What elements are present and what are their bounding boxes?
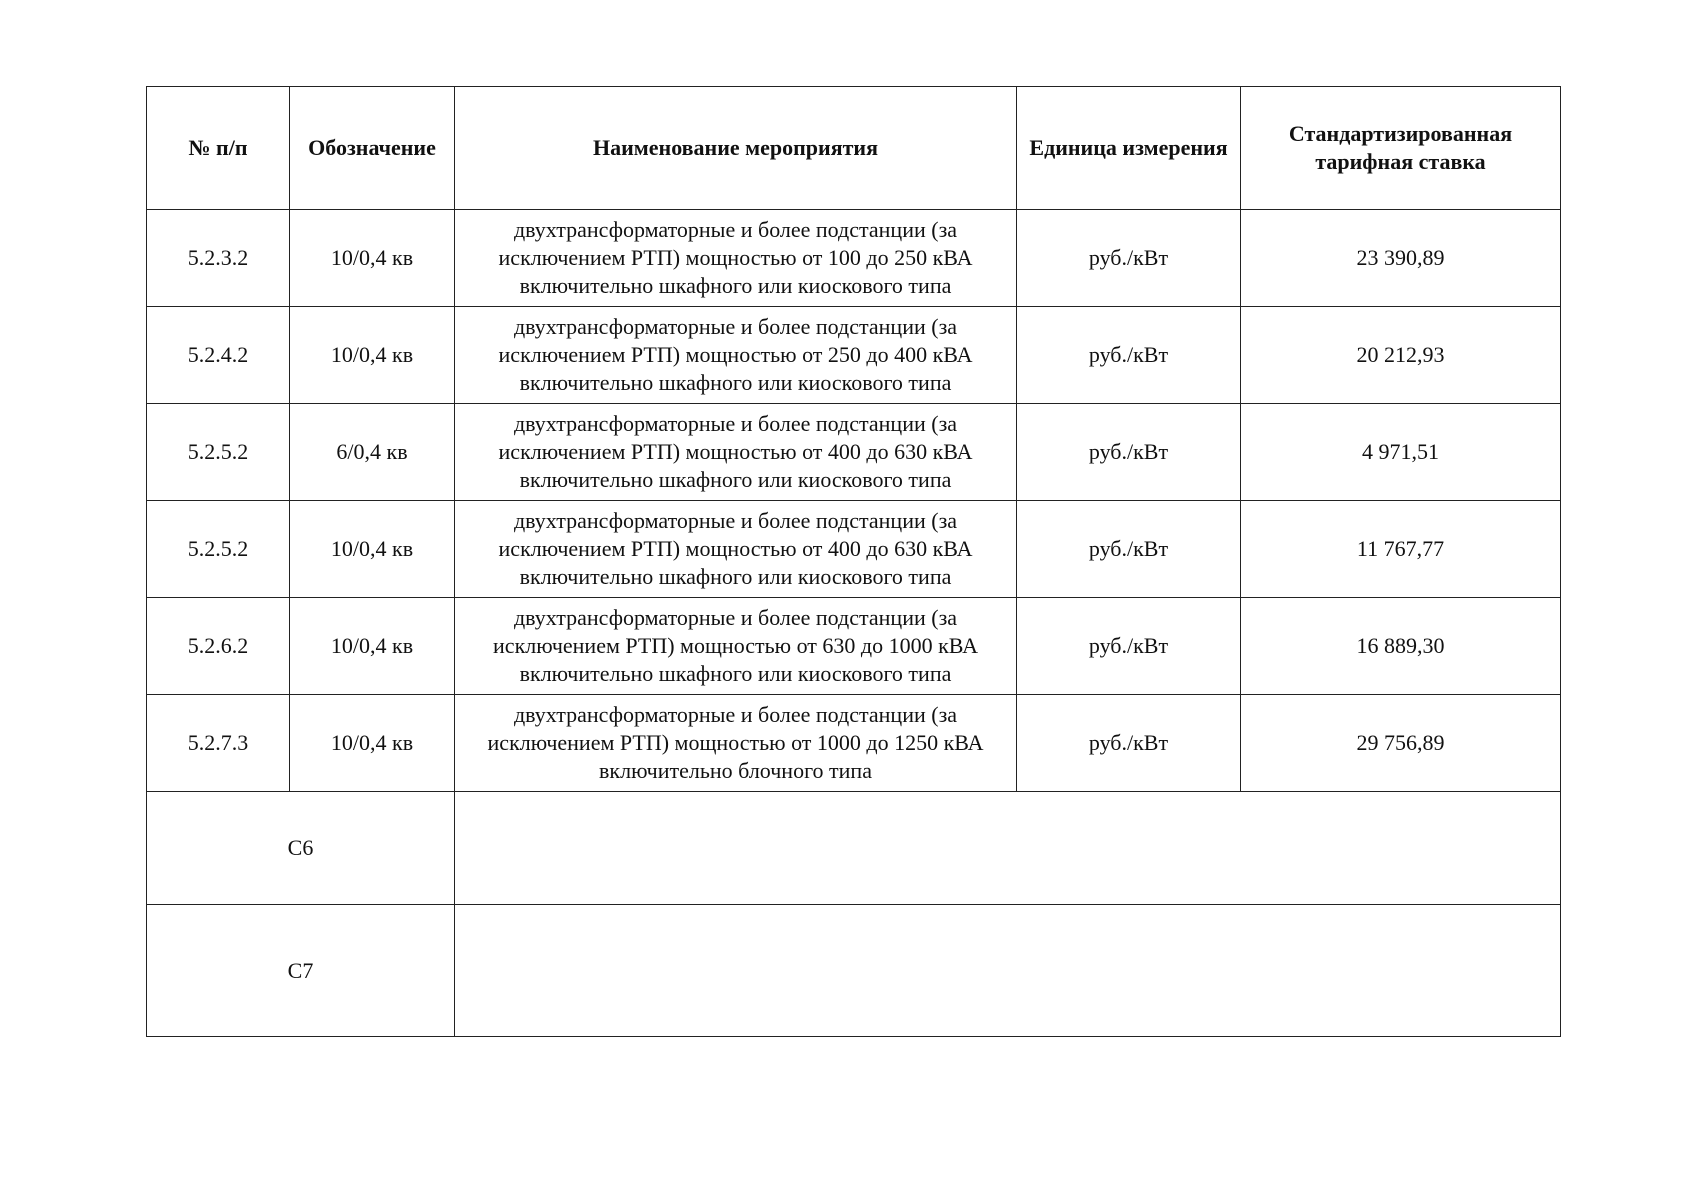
row-num: 5.2.3.2 bbox=[147, 210, 290, 307]
c6-label: C6 bbox=[147, 792, 455, 905]
row-unit: руб./кВт bbox=[1017, 210, 1241, 307]
row-unit: руб./кВт bbox=[1017, 307, 1241, 404]
table-row bbox=[147, 501, 1561, 598]
row-name: двухтрансформаторные и более подстанции (за исключением РТП) мощностью от 630 до 1000 кВА включительно шкафного или киоскового типа bbox=[455, 598, 1017, 695]
row-num: 5.2.6.2 bbox=[147, 598, 290, 695]
row-designation: 10/0,4 кв bbox=[290, 210, 455, 307]
row-designation: 10/0,4 кв bbox=[290, 598, 455, 695]
row-rate: 16 889,30 bbox=[1241, 598, 1561, 695]
c6-value bbox=[455, 792, 1561, 905]
row-name: двухтрансформаторные и более подстанции (за исключением РТП) мощностью от 400 до 630 кВА включительно шкафного или киоскового типа bbox=[455, 404, 1017, 501]
row-designation: 10/0,4 кв bbox=[290, 307, 455, 404]
c7-label: C7 bbox=[147, 905, 455, 1037]
c7-row bbox=[147, 905, 1561, 1037]
table-row bbox=[147, 695, 1561, 792]
row-designation: 6/0,4 кв bbox=[290, 404, 455, 501]
table-row bbox=[147, 404, 1561, 501]
row-name: двухтрансформаторные и более подстанции (за исключением РТП) мощностью от 400 до 630 кВА включительно шкафного или киоскового типа bbox=[455, 501, 1017, 598]
header-name: Наименование мероприятия bbox=[455, 87, 1017, 210]
table-row bbox=[147, 307, 1561, 404]
table-row bbox=[147, 210, 1561, 307]
header-designation: Обозначение bbox=[290, 87, 455, 210]
header-unit: Единица измерения bbox=[1017, 87, 1241, 210]
row-rate: 4 971,51 bbox=[1241, 404, 1561, 501]
row-designation: 10/0,4 кв bbox=[290, 501, 455, 598]
row-rate: 11 767,77 bbox=[1241, 501, 1561, 598]
row-unit: руб./кВт bbox=[1017, 501, 1241, 598]
row-unit: руб./кВт bbox=[1017, 695, 1241, 792]
c7-value bbox=[455, 905, 1561, 1037]
c6-row bbox=[147, 792, 1561, 905]
row-rate: 29 756,89 bbox=[1241, 695, 1561, 792]
row-num: 5.2.5.2 bbox=[147, 404, 290, 501]
row-unit: руб./кВт bbox=[1017, 404, 1241, 501]
row-rate: 23 390,89 bbox=[1241, 210, 1561, 307]
row-name: двухтрансформаторные и более подстанции (за исключением РТП) мощностью от 100 до 250 кВА включительно шкафного или киоскового типа bbox=[455, 210, 1017, 307]
row-name: двухтрансформаторные и более подстанции (за исключением РТП) мощностью от 250 до 400 кВА включительно шкафного или киоскового типа bbox=[455, 307, 1017, 404]
table-row bbox=[147, 598, 1561, 695]
row-designation: 10/0,4 кв bbox=[290, 695, 455, 792]
row-rate: 20 212,93 bbox=[1241, 307, 1561, 404]
header-rate: Стандартизированная тарифная ставка bbox=[1241, 87, 1561, 210]
row-unit: руб./кВт bbox=[1017, 598, 1241, 695]
row-num: 5.2.7.3 bbox=[147, 695, 290, 792]
header-row bbox=[147, 87, 1561, 210]
row-num: 5.2.5.2 bbox=[147, 501, 290, 598]
row-name: двухтрансформаторные и более подстанции (за исключением РТП) мощностью от 1000 до 1250 кВА включительно блочного типа bbox=[455, 695, 1017, 792]
header-num: № п/п bbox=[147, 87, 290, 210]
tariff-table bbox=[146, 86, 1561, 1037]
row-num: 5.2.4.2 bbox=[147, 307, 290, 404]
